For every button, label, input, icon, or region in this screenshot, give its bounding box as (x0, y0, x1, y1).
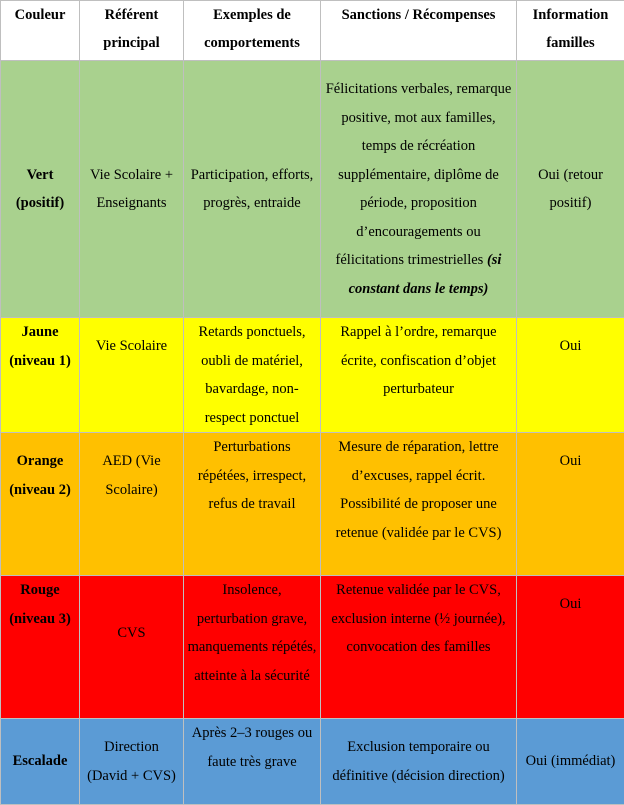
sanctions-cell: Retenue validée par le CVS, exclusion interne (½ journée), convocation des familles (321, 576, 517, 719)
couleur-cell: Orange (niveau 2) (1, 433, 80, 576)
information-cell: Oui (retour positif) (517, 61, 624, 318)
sanctions-cell: Mesure de réparation, lettre d’excuses, rappel écrit. Possibilité de proposer une retenue (validée par le CVS) (321, 433, 517, 576)
couleur-cell: Rouge (niveau 3) (1, 576, 80, 719)
referent-cell: Vie Scolaire + Enseignants (80, 61, 184, 318)
sanctions-note: (si constant dans le temps) (349, 252, 502, 297)
sanctions-text: Félicitations verbales, remarque positive, mot aux familles, temps de récréation supplémentaire, diplôme de période, proposition d’encouragements ou félicitations trimestrielles (326, 81, 512, 268)
table-row-rouge (1, 576, 624, 719)
table-row-escalade (1, 719, 624, 805)
exemples-cell: Après 2–3 rouges ou faute très grave (184, 719, 321, 805)
referent-cell: Direction (David + CVS) (80, 719, 184, 805)
table-row-vert (1, 61, 624, 318)
couleur-cell: Jaune (niveau 1) (1, 318, 80, 433)
table-row-orange (1, 433, 624, 576)
referent-cell: CVS (80, 576, 184, 719)
information-cell: Oui (immédiat) (517, 719, 624, 805)
information-cell: Oui (517, 318, 624, 433)
referent-cell: Vie Scolaire (80, 318, 184, 433)
information-cell: Oui (517, 576, 624, 719)
couleur-cell: Escalade (1, 719, 80, 805)
exemples-cell: Insolence, perturbation grave, manquements répétés, atteinte à la sécurité (184, 576, 321, 719)
couleur-cell: Vert (positif) (1, 61, 80, 318)
information-cell: Oui (517, 433, 624, 576)
table-header-row (1, 1, 624, 61)
exemples-cell: Participation, efforts, progrès, entraide (184, 61, 321, 318)
sanctions-cell (321, 61, 517, 318)
referent-cell: AED (Vie Scolaire) (80, 433, 184, 576)
header-information: Information familles (517, 1, 624, 61)
header-couleur: Couleur (1, 1, 80, 61)
exemples-cell: Perturbations répétées, irrespect, refus de travail (184, 433, 321, 576)
header-sanctions: Sanctions / Récompenses (321, 1, 517, 61)
table-row-jaune (1, 318, 624, 433)
header-referent: Référent principal (80, 1, 184, 61)
header-exemples: Exemples de comportements (184, 1, 321, 61)
exemples-cell: Retards ponctuels, oubli de matériel, bavardage, non-respect ponctuel (184, 318, 321, 433)
sanctions-cell: Rappel à l’ordre, remarque écrite, confiscation d’objet perturbateur (321, 318, 517, 433)
sanctions-cell: Exclusion temporaire ou définitive (décision direction) (321, 719, 517, 805)
